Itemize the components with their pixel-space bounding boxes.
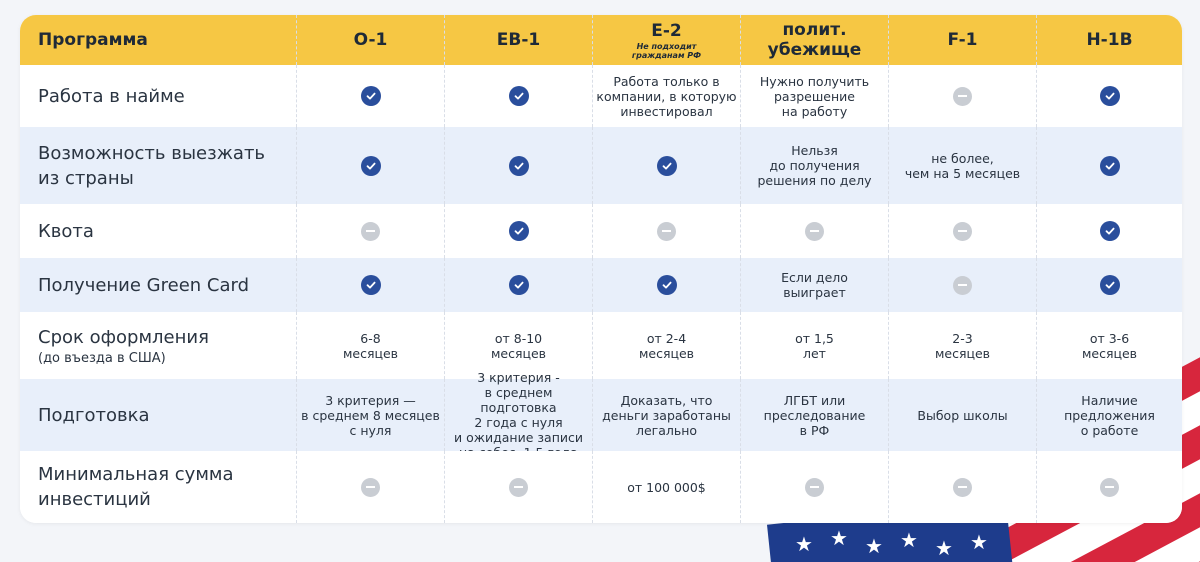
column-header: [593, 15, 741, 65]
row-label: [20, 65, 297, 127]
check-circle-icon: [657, 275, 677, 295]
cell-text: от 100 000$: [627, 479, 706, 495]
cell-text: Нельзя до получения решения по делу: [757, 143, 872, 188]
table-cell: [445, 65, 593, 127]
table-cell: [1037, 258, 1182, 312]
table-cell: [593, 127, 741, 204]
table-cell: [1037, 204, 1182, 258]
table-cell: [889, 65, 1037, 127]
minus-circle-icon: [953, 276, 972, 295]
table-cell: [741, 127, 889, 204]
table-cell: [889, 312, 1037, 379]
cell-text: ЛГБТ или преследование в РФ: [763, 392, 866, 438]
check-circle-icon: [509, 156, 529, 176]
check-circle-icon: [509, 86, 529, 106]
minus-circle-icon: [361, 222, 380, 241]
column-header: [1037, 15, 1182, 65]
cell-text: от 1,5 лет: [795, 330, 834, 361]
table-cell: [1037, 65, 1182, 127]
column-header: [889, 15, 1037, 65]
minus-circle-icon: [657, 222, 676, 241]
cell-text: от 3-6 месяцев: [1081, 330, 1138, 361]
row-label-text: Минимальная сумма инвестиций: [38, 464, 234, 510]
minus-circle-icon: [805, 478, 824, 497]
table-cell: [445, 370, 593, 451]
cell-text: Работа только в компании, в которую инвестировал: [596, 73, 737, 119]
minus-circle-icon: [953, 478, 972, 497]
table-cell: [593, 204, 741, 258]
row-label-text: Работа в найме: [38, 85, 185, 107]
table-cell: [741, 379, 889, 451]
table-cell: [889, 451, 1037, 523]
table-cell: [741, 258, 889, 312]
column-header: [445, 15, 593, 65]
table-cell: [593, 312, 741, 379]
column-title: E-2: [651, 21, 682, 41]
comparison-table: [20, 15, 1182, 523]
column-title: O-1: [353, 30, 388, 50]
check-circle-icon: [361, 86, 381, 106]
table-cell: [741, 65, 889, 127]
row-label-text: Квота: [38, 220, 94, 242]
minus-circle-icon: [953, 87, 972, 106]
table-cell: [889, 127, 1037, 204]
row-sublabel: (до въезда в США): [38, 350, 166, 366]
cell-text: Доказать, что деньги заработаны легально: [602, 392, 731, 438]
table-cell: [593, 65, 741, 127]
cell-text: Выбор школы: [917, 407, 1008, 423]
column-title: H-1B: [1086, 30, 1133, 50]
check-circle-icon: [509, 221, 529, 241]
row-label: [20, 258, 297, 312]
table-cell: [297, 127, 445, 204]
minus-circle-icon: [953, 222, 972, 241]
column-title: F-1: [947, 30, 978, 50]
row-label: [20, 204, 297, 258]
table-cell: [297, 258, 445, 312]
table-cell: [445, 312, 593, 379]
table-cell: [1037, 379, 1182, 451]
table-cell: [297, 204, 445, 258]
table-cell: [741, 204, 889, 258]
check-circle-icon: [361, 156, 381, 176]
row-label-text: Подготовка: [38, 404, 150, 426]
cell-text: Если дело выиграет: [781, 270, 848, 300]
comparison-table-card: [20, 15, 1182, 523]
row-label-text: Срок оформления: [38, 326, 209, 348]
column-note: Не подходит гражданам РФ: [631, 42, 702, 60]
table-cell: [889, 379, 1037, 451]
table-cell: [593, 379, 741, 451]
cell-text: 6-8 месяцев: [342, 330, 399, 361]
cell-text: Наличие предложения о работе: [1064, 392, 1155, 438]
row-label: [20, 379, 297, 451]
table-cell: [593, 258, 741, 312]
column-header: [741, 15, 889, 65]
table-cell: [297, 451, 445, 523]
table-cell: [1037, 451, 1182, 523]
table-cell: [741, 312, 889, 379]
table-cell: [445, 204, 593, 258]
cell-text: Нужно получить разрешение на работу: [759, 73, 870, 119]
table-cell: [445, 258, 593, 312]
check-circle-icon: [1100, 86, 1120, 106]
check-circle-icon: [361, 275, 381, 295]
table-cell: [741, 451, 889, 523]
table-cell: [1037, 127, 1182, 204]
minus-circle-icon: [805, 222, 824, 241]
row-label: [20, 127, 297, 204]
header-label: Программа: [20, 15, 297, 65]
table-cell: [1037, 312, 1182, 379]
cell-text: 2-3 месяцев: [934, 330, 991, 361]
check-circle-icon: [1100, 275, 1120, 295]
cell-text: не более, чем на 5 месяцев: [904, 150, 1021, 181]
column-title: EB-1: [496, 30, 541, 50]
minus-circle-icon: [361, 478, 380, 497]
check-circle-icon: [509, 275, 529, 295]
table-cell: [297, 65, 445, 127]
cell-text: 3 критерия - в среднем подготовка 2 года с нуля и ожидание записи: [454, 370, 583, 445]
table-cell: [889, 204, 1037, 258]
table-cell: [445, 127, 593, 204]
column-header: [297, 15, 445, 65]
column-title: полит. убежище: [767, 20, 862, 60]
table-cell: [297, 379, 445, 451]
row-label: [20, 312, 297, 379]
row-label: [20, 451, 297, 523]
table-cell: [297, 312, 445, 379]
row-label-text: Получение Green Card: [38, 274, 250, 296]
us-flag-decoration: ★ ★ ★ ★ ★ ★: [640, 232, 1200, 562]
check-circle-icon: [657, 156, 677, 176]
cell-text: от 8-10 месяцев: [490, 330, 547, 361]
row-label-text: Возможность выезжать из страны: [38, 142, 266, 189]
check-circle-icon: [1100, 156, 1120, 176]
table-cell: [593, 451, 741, 523]
check-circle-icon: [1100, 221, 1120, 241]
minus-circle-icon: [1100, 478, 1119, 497]
minus-circle-icon: [509, 478, 528, 497]
table-cell: [445, 451, 593, 523]
table-cell: [889, 258, 1037, 312]
cell-text: 3 критерия — в среднем 8 месяцев с нуля: [301, 392, 440, 438]
cell-text: от 2-4 месяцев: [638, 330, 695, 361]
